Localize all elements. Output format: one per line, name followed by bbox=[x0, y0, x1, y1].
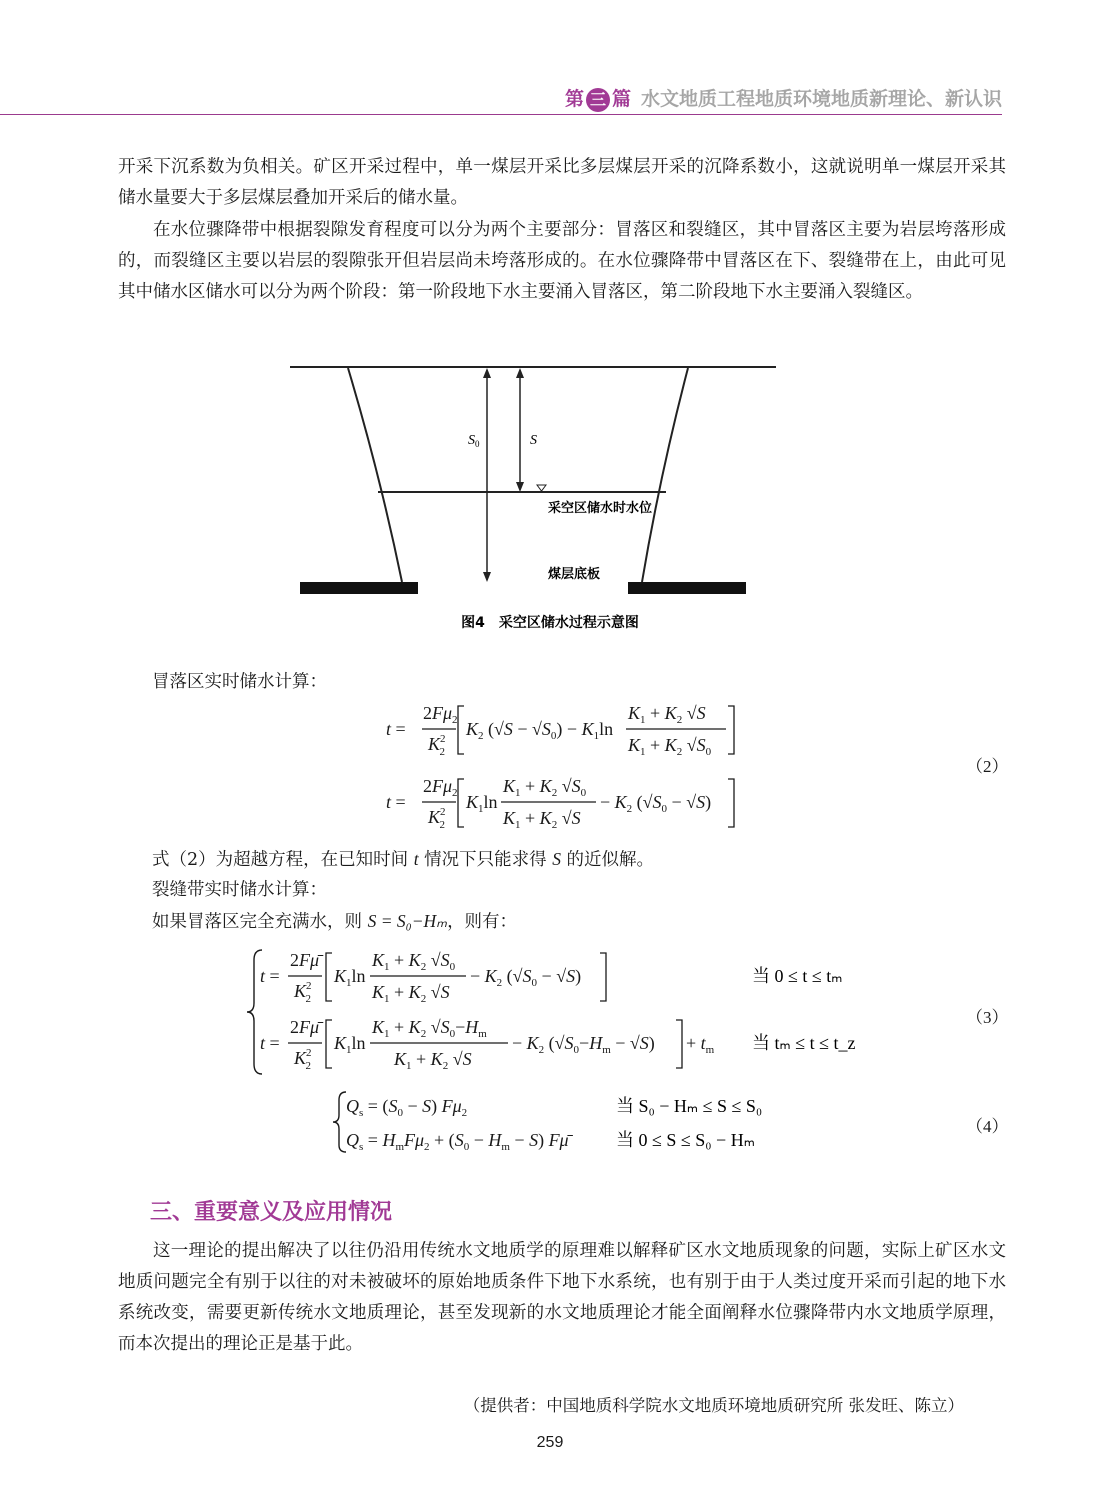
equation-4-condition-2: 当 0 ≤ S ≤ S₀ − Hₘ bbox=[616, 1130, 755, 1150]
equation-2-note: 式（2）为超越方程，在已知时间 t 情况下只能求得 S 的近似解。 bbox=[152, 849, 655, 870]
svg-text:+ tm: + $t_m$ bbox=[686, 1033, 715, 1056]
svg-text:K1ln: $K_1\ln$ bbox=[466, 792, 498, 815]
svg-text:2Fμ̄: 2Fμ̄ bbox=[290, 950, 320, 970]
svg-text:K1ln: $K_1\ln$ bbox=[334, 1033, 366, 1056]
conclusion-paragraph: 这一理论的提出解决了以往仍沿用传统水文地质学的原理难以解释矿区水文地质现象的问题，实际上矿区水文地质问题完全有别于以往的对未被破坏的原始地质条件下地下水系统，也有别于由于人类过度开采而引起的地下水系统改变，需要更新传统水文地质理论，甚至发现新的水文地质理论才能全面阐释水位骤降带内水文地质学原理，而本次提出的理论正是基于此。 bbox=[118, 1241, 1006, 1354]
svg-text:t =: t = bbox=[260, 1033, 280, 1053]
svg-text:K1 + K2 √S0: $K_1 + K_2$ $√S_0$ bbox=[372, 950, 456, 973]
paragraph-1: 开采下沉系数为负相关。矿区开采过程中，单一煤层开采比多层煤层开采的沉降系数小，这就说明单一煤层开采其储水量要大于多层煤层叠加开采后的储水量。 bbox=[118, 157, 1006, 208]
part-prefix: 第 bbox=[564, 88, 584, 110]
svg-text:t =: t = bbox=[260, 966, 280, 986]
paragraph-2: 在水位骤降带中根据裂隙发育程度可以分为两个主要部分：冒落区和裂缝区，其中冒落区主要为岩层垮落形成的，而裂缝区主要以岩层的裂隙张开但岩层尚未垮落形成的。在水位骤降带中冒落区在下、裂缝带在上，由此可见其中储水区储水可以分为两个阶段：第一阶段地下水主要涌入冒落区，第二阶段地下水主要涌入裂缝区。 bbox=[118, 220, 1006, 302]
svg-text:− K2 (√S0−Hm − √S): − $K_2$ $(√S_0-H_m - √S)$ bbox=[512, 1033, 655, 1056]
svg-text:K1 + K2 √S0: $K_1 + K_2$ $√S_0$ bbox=[503, 776, 587, 799]
svg-text:Qs = HmFμ2 + (S0 − Hm − S) Fμ̄: $Q_s = H_mF\mu_2 + (S_0 - H_m - S)$ Fμ̄ bbox=[346, 1130, 569, 1153]
page-number: 259 bbox=[536, 1434, 564, 1451]
svg-text:K1 + K2 √S: $K_1 + K_2$ √S bbox=[372, 982, 450, 1005]
svg-text:K22: $K^2$ 2 bbox=[428, 733, 446, 758]
svg-text:K22: $K^2$ 2 bbox=[428, 806, 446, 831]
svg-text:K1 + K2 √S0: $K_1 + K_2$ $√S_0$ bbox=[628, 735, 712, 758]
caving-zone-calc-label: 冒落区实时储水计算： bbox=[152, 672, 327, 692]
equation-4-number: （4） bbox=[966, 1117, 1009, 1136]
part-suffix: 篇 bbox=[611, 88, 631, 110]
label-s: S bbox=[530, 433, 537, 448]
section-heading: 三、重要意义及应用情况 bbox=[150, 1200, 393, 1225]
svg-text:K1ln: $K_1\ln$ bbox=[334, 966, 366, 989]
svg-text:2Fμ2: $2F\mu_2$ bbox=[423, 703, 458, 726]
svg-text:K2 (√S − √S0) − K1ln: $K_2$ $(√S - √S_0) - K_1\ln$ bbox=[466, 719, 614, 742]
label-coal-floor: 煤层底板 bbox=[548, 567, 601, 582]
crack-zone-calc-label: 裂缝带实时储水计算： bbox=[152, 880, 327, 900]
svg-text:K22: $K^2$ 2 bbox=[294, 1047, 312, 1072]
svg-text:K1 + K2 √S: $K_1 + K_2$ √S bbox=[628, 703, 706, 726]
svg-text:K1 + K2 √S: $K_1 + K_2$ √S bbox=[503, 808, 581, 831]
svg-text:t =: t = bbox=[386, 719, 406, 739]
equation-3-condition-2: 当 tₘ ≤ t ≤ t_z bbox=[752, 1033, 856, 1053]
svg-text:K1 + K2 √S0−Hm: $K_1 + K_2$ $√S_0-H_m$ bbox=[372, 1017, 487, 1040]
svg-text:K1 + K2 √S: $K_1 + K_2$ √S bbox=[394, 1049, 472, 1072]
header-title: 水文地质工程地质环境地质新理论、新认识 bbox=[640, 88, 1002, 110]
equation-3-condition-1: 当 0 ≤ t ≤ tₘ bbox=[752, 966, 843, 986]
svg-text:2Fμ̄: 2Fμ̄ bbox=[290, 1017, 320, 1037]
svg-text:K22: $K^2$ 2 bbox=[294, 980, 312, 1005]
figure-caption: 图4 采空区储水过程示意图 bbox=[461, 615, 639, 631]
equation-3-number: （3） bbox=[966, 1008, 1009, 1027]
equation-4-condition-1: 当 S₀ − Hₘ ≤ S ≤ S₀ bbox=[616, 1096, 763, 1116]
svg-text:t =: t = bbox=[386, 792, 406, 812]
part-number-badge: 三 bbox=[586, 88, 610, 112]
svg-text:Qs = (S0 − S) Fμ2: $Q_s = (S_0 - S)$ $F\mu_2$ bbox=[346, 1096, 468, 1119]
label-s0: $S_0$ bbox=[468, 433, 480, 449]
label-water-level: 采空区储水时水位 bbox=[548, 501, 653, 516]
credit-line: （提供者：中国地质科学院水文地质环境地质研究所 张发旺、陈立） bbox=[463, 1396, 964, 1415]
svg-text:2Fμ2: $2F\mu_2$ bbox=[423, 776, 458, 799]
svg-text:− K2 (√S0 − √S): − $K_2$ $(√S_0 - √S)$ bbox=[470, 966, 582, 989]
svg-text:− K2 (√S0 − √S): − $K_2$ $(√S_0 - √S)$ bbox=[600, 792, 712, 815]
equation-2-number: （2） bbox=[966, 757, 1009, 776]
full-water-condition: 如果冒落区完全充满水，则 S = S₀−Hₘ，则有： bbox=[152, 911, 518, 932]
